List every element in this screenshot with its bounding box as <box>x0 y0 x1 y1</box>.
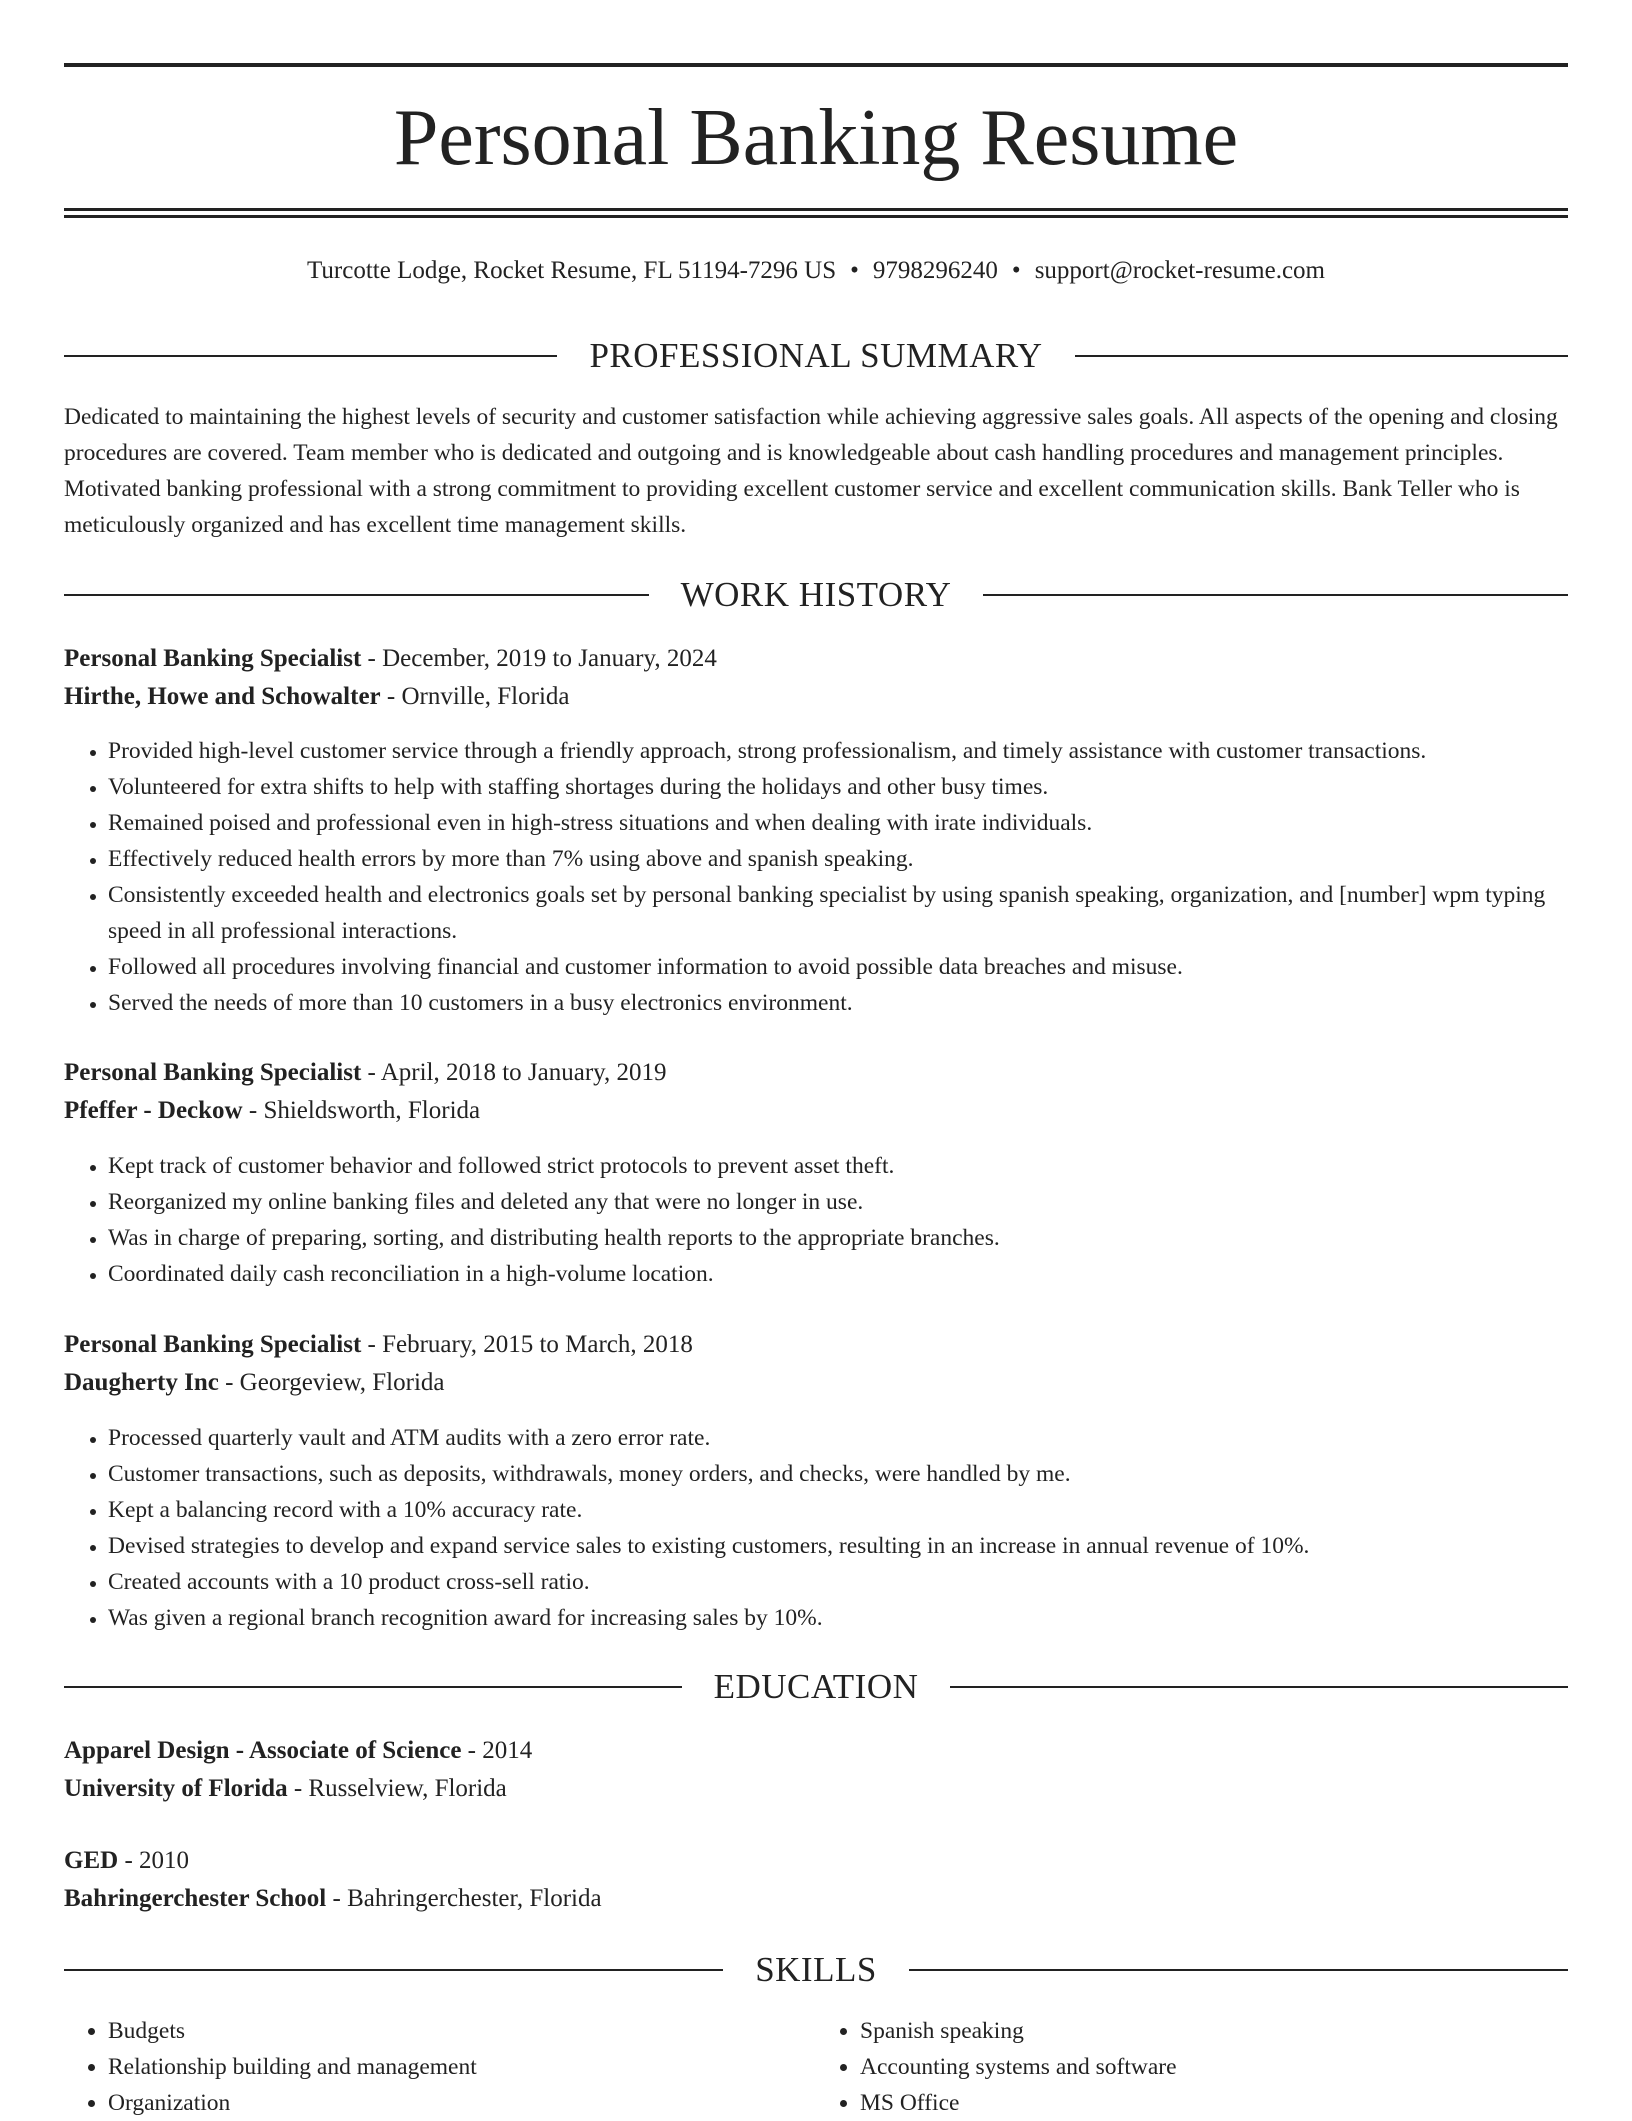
list-item: • Budgets <box>108 2013 816 2049</box>
job-location: - Ornville, Florida <box>380 683 570 710</box>
contact-separator: • <box>1011 257 1021 284</box>
education-school: Bahringerchester School <box>64 1885 327 1912</box>
job-bullets <box>64 733 1568 1021</box>
heading-rule <box>64 355 557 357</box>
list-item: • Kept a balancing record with a 10% accuracy rate. <box>108 1492 1568 1528</box>
section-heading-summary <box>64 336 1568 376</box>
list-item: • Remained poised and professional even in high-stress situations and when dealing with irate individuals. <box>108 805 1568 841</box>
list-item: • Provided high-level customer service through a friendly approach, strong professionalism, and timely assistance with customer transactions. <box>108 733 1568 769</box>
list-item: • Followed all procedures involving financial and customer information to avoid possible data breaches and misuse. <box>108 949 1568 985</box>
contact-address: Turcotte Lodge, Rocket Resume, FL 51194-7296 US <box>307 257 837 284</box>
list-item: • Accounting systems and software <box>860 2049 1568 2085</box>
list-item: • Created accounts with a 10 product cross-sell ratio. <box>108 1564 1568 1600</box>
job-bullets <box>64 1420 1568 1636</box>
list-item: • Devised strategies to develop and expand service sales to existing customers, resulting in an increase in annual revenue of 10%. <box>108 1528 1568 1564</box>
skills-column-right <box>816 2013 1568 2121</box>
job-title: Personal Banking Specialist <box>64 1059 362 1086</box>
contact-line <box>64 254 1568 288</box>
skills-list <box>64 2013 1568 2121</box>
skills-column-left <box>64 2013 816 2121</box>
list-item: • Coordinated daily cash reconciliation in a high-volume location. <box>108 1256 1568 1292</box>
list-item: • Served the needs of more than 10 customers in a busy electronics environment. <box>108 985 1568 1021</box>
section-heading-work <box>64 575 1568 615</box>
list-item: • MS Office <box>860 2085 1568 2121</box>
job-location: - Shieldsworth, Florida <box>242 1097 481 1124</box>
job-title: Personal Banking Specialist <box>64 645 362 672</box>
job-company: Hirthe, Howe and Schowalter <box>64 683 381 710</box>
list-item: • Relationship building and management <box>108 2049 816 2085</box>
education-location: - Bahringerchester, Florida <box>326 1885 602 1912</box>
list-item: • Volunteered for extra shifts to help with staffing shortages during the holidays and other busy times. <box>108 769 1568 805</box>
education-degree: Apparel Design - Associate of Science <box>64 1737 462 1764</box>
section-title: SKILLS <box>755 1950 877 1989</box>
job-dates: - December, 2019 to January, 2024 <box>361 645 717 672</box>
list-item: • Organization <box>108 2085 816 2121</box>
education-location: - Russelview, Florida <box>287 1775 507 1802</box>
job-entry <box>64 1326 1568 1402</box>
title-rule-lower <box>64 215 1568 218</box>
list-item: • Processed quarterly vault and ATM audits with a zero error rate. <box>108 1420 1568 1456</box>
heading-rule <box>909 1969 1568 1971</box>
title-rule-upper <box>64 208 1568 211</box>
list-item: • Spanish speaking <box>860 2013 1568 2049</box>
job-entry <box>64 1054 1568 1130</box>
section-title: PROFESSIONAL SUMMARY <box>589 336 1043 375</box>
education-year: - 2014 <box>461 1737 533 1764</box>
job-company: Daugherty Inc <box>64 1369 219 1396</box>
job-entry <box>64 640 1568 716</box>
heading-rule <box>1075 355 1568 357</box>
list-item: • Was in charge of preparing, sorting, and distributing health reports to the appropriate branches. <box>108 1220 1568 1256</box>
section-heading-skills <box>64 1950 1568 1990</box>
list-item: • Customer transactions, such as deposits, withdrawals, money orders, and checks, were handled by me. <box>108 1456 1568 1492</box>
list-item: • Kept track of customer behavior and followed strict protocols to prevent asset theft. <box>108 1148 1568 1184</box>
contact-phone: 9798296240 <box>872 257 998 284</box>
heading-rule <box>950 1686 1568 1688</box>
job-dates: - February, 2015 to March, 2018 <box>361 1331 693 1358</box>
job-title: Personal Banking Specialist <box>64 1331 362 1358</box>
job-location: - Georgeview, Florida <box>218 1369 445 1396</box>
job-bullets <box>64 1148 1568 1292</box>
heading-rule <box>64 1686 682 1688</box>
contact-email: support@rocket-resume.com <box>1034 257 1325 284</box>
summary-text: Dedicated to maintaining the highest levels of security and customer satisfaction while achieving aggressive sales goals. All aspects of the opening and closing procedures are covered. Team member who is dedicated and outgoing and is knowledgeable about cash handling procedures and management principles. Motivated banking professional with a strong commitment to providing excellent customer service and excellent communication skills. Bank Teller who is meticulously organized and has excellent time management skills. <box>64 404 1558 538</box>
list-item: • Effectively reduced health errors by more than 7% using above and spanish speaking. <box>108 841 1568 877</box>
page-title: Personal Banking Resume <box>393 94 1239 182</box>
section-title: EDUCATION <box>713 1667 919 1706</box>
education-degree: GED <box>64 1847 119 1874</box>
list-item: • Reorganized my online banking files and deleted any that were no longer in use. <box>108 1184 1568 1220</box>
job-dates: - April, 2018 to January, 2019 <box>361 1059 667 1086</box>
education-entry <box>64 1732 1568 1808</box>
top-rule <box>64 63 1568 67</box>
section-heading-education <box>64 1667 1568 1707</box>
education-year: - 2010 <box>118 1847 190 1874</box>
heading-rule <box>64 1969 723 1971</box>
list-item: • Was given a regional branch recognition award for increasing sales by 10%. <box>108 1600 1568 1636</box>
section-title: WORK HISTORY <box>680 575 952 614</box>
contact-separator: • <box>850 257 859 284</box>
education-school: University of Florida <box>64 1775 288 1802</box>
heading-rule <box>64 594 649 596</box>
list-item: • Consistently exceeded health and electronics goals set by personal banking specialist by using spanish speaking, organization, and [number] wpm typing speed in all professional interactions. <box>108 877 1568 949</box>
job-company: Pfeffer - Deckow <box>64 1097 243 1124</box>
heading-rule <box>983 594 1568 596</box>
education-entry <box>64 1842 1568 1918</box>
